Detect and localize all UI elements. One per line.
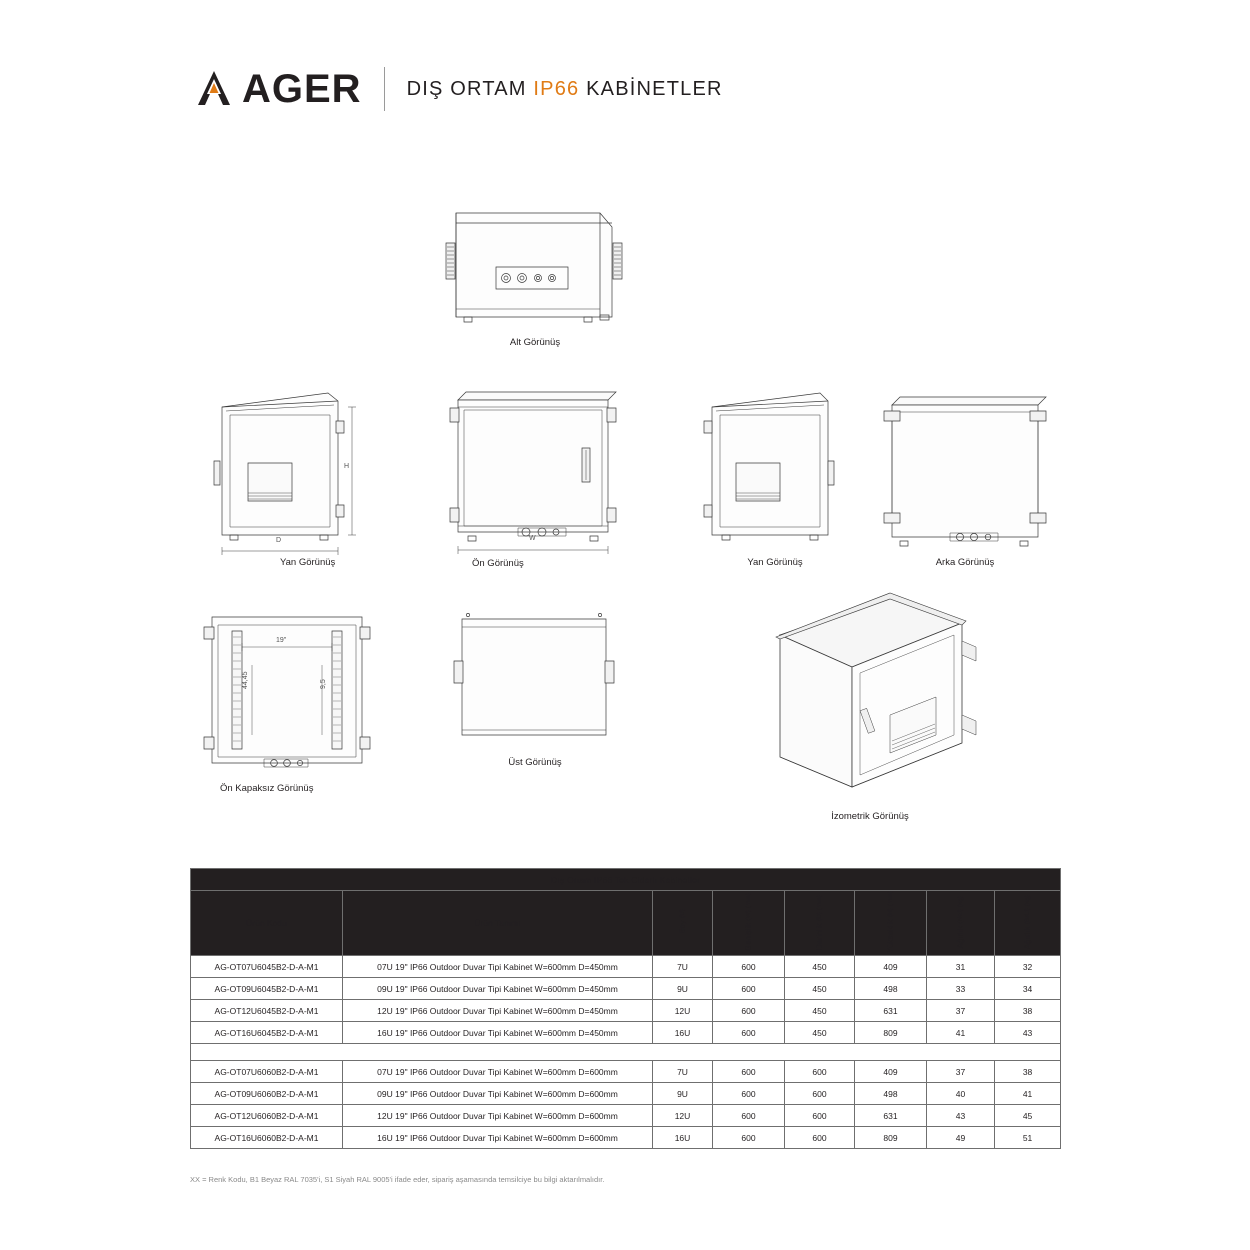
caption-rear-view: Arka Görünüş — [935, 557, 995, 568]
table-spacer-row — [191, 1044, 1061, 1061]
cell-u: 9U — [653, 978, 713, 1000]
cell-width: 600 — [713, 956, 785, 978]
cell-product-description: 07U 19" IP66 Outdoor Duvar Tipi Kabinet W=600mm D=600mm — [343, 1061, 653, 1083]
cell-weight-net: 49 — [927, 1127, 995, 1149]
header-height: Yükseklik (H) (mm) — [855, 891, 927, 956]
table-row — [191, 978, 1061, 1000]
header-width: Genişlik (W) (mm) — [713, 891, 785, 956]
drawing-side-view-left — [200, 385, 390, 585]
header-u-height: Boy (U) — [653, 891, 713, 956]
cell-height: 631 — [855, 1000, 927, 1022]
cell-product-description: 16U 19" IP66 Outdoor Duvar Tipi Kabinet W=600mm D=450mm — [343, 1022, 653, 1044]
cell-weight-gross: 51 — [995, 1127, 1061, 1149]
cell-u: 12U — [653, 1000, 713, 1022]
table-row — [191, 1022, 1061, 1044]
cell-height: 409 — [855, 1061, 927, 1083]
cell-width: 600 — [713, 1083, 785, 1105]
header-product-code: Ürün Kodu — [191, 891, 343, 956]
footnote: XX = Renk Kodu, B1 Beyaz RAL 7035'i, S1 Siyah RAL 9005'i ifade eder, sipariş aşamasında temsilciye bu bilgi aktarılmalıdır. — [190, 1175, 605, 1184]
header-product-description: Ürün Tanımı — [343, 891, 653, 956]
cell-weight-net: 40 — [927, 1083, 995, 1105]
cell-depth: 600 — [785, 1127, 855, 1149]
cell-u: 16U — [653, 1127, 713, 1149]
cell-weight-gross: 38 — [995, 1000, 1061, 1022]
drawing-front-no-cover-view — [190, 605, 400, 805]
cell-width: 600 — [713, 1127, 785, 1149]
cell-weight-net: 33 — [927, 978, 995, 1000]
cell-product-code: AG-OT12U6045B2-D-A-M1 — [191, 1000, 343, 1022]
cell-weight-net: 31 — [927, 956, 995, 978]
table-row — [191, 1083, 1061, 1105]
drawing-top-view — [440, 605, 630, 785]
cell-height: 809 — [855, 1127, 927, 1149]
cell-u: 7U — [653, 1061, 713, 1083]
cell-depth: 600 — [785, 1083, 855, 1105]
page-title-ip: IP66 — [533, 77, 580, 100]
brand-name: AGER — [242, 67, 362, 111]
cell-depth: 450 — [785, 978, 855, 1000]
table-row — [191, 1105, 1061, 1127]
cell-weight-gross: 32 — [995, 956, 1061, 978]
cell-weight-gross: 38 — [995, 1061, 1061, 1083]
cell-depth: 450 — [785, 1022, 855, 1044]
header-weight-net: Ağırlık (Net) (kg) — [927, 891, 995, 956]
cell-product-description: 09U 19" IP66 Outdoor Duvar Tipi Kabinet W=600mm D=600mm — [343, 1083, 653, 1105]
cell-product-code: AG-OT12U6060B2-D-A-M1 — [191, 1105, 343, 1127]
cell-product-code: AG-OT07U6045B2-D-A-M1 — [191, 956, 343, 978]
table-spacer-cell — [191, 1044, 1061, 1061]
cell-product-code: AG-OT07U6060B2-D-A-M1 — [191, 1061, 343, 1083]
table-row — [191, 1061, 1061, 1083]
table-title-row — [191, 869, 1061, 891]
cell-depth: 450 — [785, 1000, 855, 1022]
cell-weight-net: 43 — [927, 1105, 995, 1127]
dimension-label-h: H — [344, 463, 350, 470]
cell-product-description: 12U 19" IP66 Outdoor Duvar Tipi Kabinet W=600mm D=600mm — [343, 1105, 653, 1127]
cell-depth: 600 — [785, 1061, 855, 1083]
dimension-label-4445: 44,45 — [242, 671, 249, 689]
cell-u: 9U — [653, 1083, 713, 1105]
caption-top-view: Üst Görünüş — [508, 757, 562, 768]
cell-weight-net: 37 — [927, 1061, 995, 1083]
table-row — [191, 956, 1061, 978]
cell-product-code: AG-OT16U6045B2-D-A-M1 — [191, 1022, 343, 1044]
table-title: Dış Ortam IP66 Tek Cidarlı Kabinetler — [191, 869, 1061, 891]
cell-product-code: AG-OT09U6060B2-D-A-M1 — [191, 1083, 343, 1105]
header-depth: Derinlik (D) (mm) — [785, 891, 855, 956]
cell-weight-gross: 45 — [995, 1105, 1061, 1127]
caption-front-no-cover-view: Ön Kapaksız Görünüş — [220, 783, 314, 794]
page-title-part2: KABİNETLER — [586, 77, 723, 100]
cell-height: 498 — [855, 1083, 927, 1105]
caption-front-view: Ön Görünüş — [472, 558, 524, 569]
cell-weight-net: 37 — [927, 1000, 995, 1022]
dimension-label-95: 9,5 — [320, 679, 327, 689]
cell-u: 12U — [653, 1105, 713, 1127]
dimension-label-w: W — [529, 535, 536, 542]
technical-drawings — [0, 190, 1250, 850]
cell-weight-gross: 34 — [995, 978, 1061, 1000]
table-header-row — [191, 891, 1061, 956]
cell-width: 600 — [713, 1022, 785, 1044]
dimension-label-d: D — [276, 537, 282, 544]
cell-depth: 600 — [785, 1105, 855, 1127]
page-header — [190, 60, 723, 118]
header-weight-gross: Ağırlık (Brüt) (kg) — [995, 891, 1061, 956]
cell-height: 809 — [855, 1022, 927, 1044]
page-title — [407, 78, 723, 101]
spec-table — [190, 868, 1061, 1149]
cell-depth: 450 — [785, 956, 855, 978]
ager-logo-icon — [190, 65, 238, 113]
caption-isometric-view: İzometrik Görünüş — [831, 811, 909, 822]
cell-weight-gross: 43 — [995, 1022, 1061, 1044]
cell-product-description: 16U 19" IP66 Outdoor Duvar Tipi Kabinet W=600mm D=600mm — [343, 1127, 653, 1149]
table-row — [191, 1000, 1061, 1022]
cell-product-code: AG-OT09U6045B2-D-A-M1 — [191, 978, 343, 1000]
drawing-side-view-right — [680, 385, 870, 580]
cell-width: 600 — [713, 1000, 785, 1022]
cell-height: 498 — [855, 978, 927, 1000]
cell-weight-gross: 41 — [995, 1083, 1061, 1105]
table-row — [191, 1127, 1061, 1149]
caption-side-view-left: Yan Görünüş — [280, 557, 336, 568]
drawing-isometric-view — [740, 575, 1000, 855]
cell-u: 7U — [653, 956, 713, 978]
caption-side-view-right: Yan Görünüş — [747, 557, 803, 568]
header-divider — [384, 67, 385, 111]
drawing-bottom-view — [440, 205, 630, 365]
cell-height: 631 — [855, 1105, 927, 1127]
cell-width: 600 — [713, 1061, 785, 1083]
dimension-label-19inch: 19" — [276, 637, 287, 644]
caption-bottom-view: Alt Görünüş — [509, 337, 561, 348]
spec-table-wrapper — [190, 868, 1060, 1149]
cell-height: 409 — [855, 956, 927, 978]
drawing-rear-view — [870, 385, 1060, 580]
cell-width: 600 — [713, 978, 785, 1000]
cell-product-code: AG-OT16U6060B2-D-A-M1 — [191, 1127, 343, 1149]
cell-weight-net: 41 — [927, 1022, 995, 1044]
cell-u: 16U — [653, 1022, 713, 1044]
cell-product-description: 09U 19" IP66 Outdoor Duvar Tipi Kabinet W=600mm D=450mm — [343, 978, 653, 1000]
drawing-front-view — [430, 380, 640, 580]
cell-product-description: 07U 19" IP66 Outdoor Duvar Tipi Kabinet W=600mm D=450mm — [343, 956, 653, 978]
cell-product-description: 12U 19" IP66 Outdoor Duvar Tipi Kabinet W=600mm D=450mm — [343, 1000, 653, 1022]
page-title-part1: DIŞ ORTAM — [406, 77, 527, 100]
cell-width: 600 — [713, 1105, 785, 1127]
